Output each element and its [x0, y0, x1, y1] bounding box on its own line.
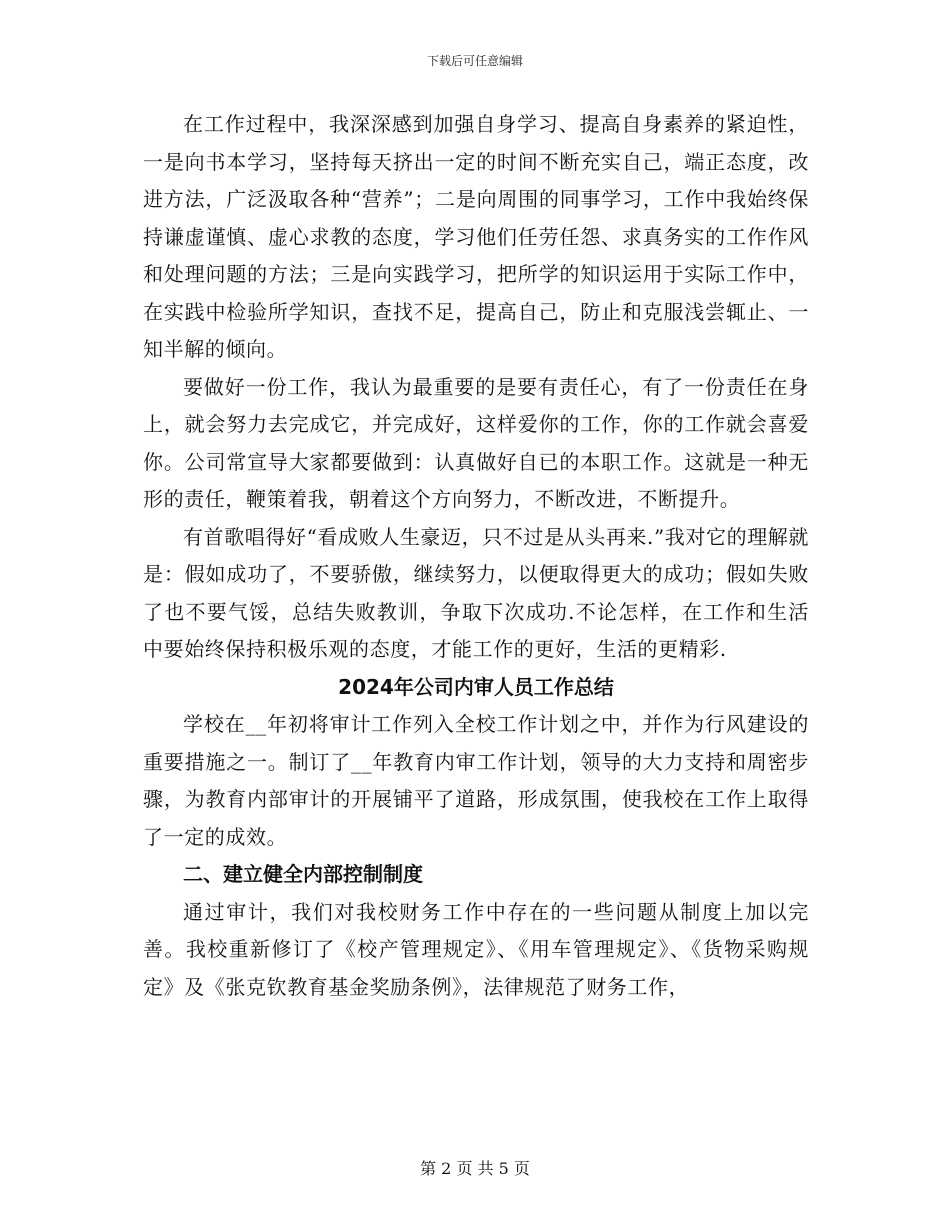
paragraph: 通过审计，我们对我校财务工作中存在的一些问题从制度上加以完善。我校重新修订了《校产管理规定》、《用车管理规定》、《货物采购规定》及《张克钦教育基金奖励条例》，法律规范了财务工作， — [143, 899, 809, 999]
document-title: 2024年公司内审人员工作总结 — [338, 674, 614, 699]
paragraph: 在工作过程中，我深深感到加强自身学习、提高自身素养的紧迫性，一是向书本学习，坚持每天挤出一定的时间不断充实自己，端正态度，改进方法，广泛汲取各种“营养”；二是向周围的同事学习，工作中我始终保持谦虚谨慎、虚心求教的态度，学习他们任劳任怨、求真务实的工作作风和处理问题的方法；三是向实践学习，把所学的知识运用于实际工作中，在实践中检验所学知识，查找不足，提高自己，防止和克服浅尝辄止、一知半解的倾向。 — [143, 112, 809, 361]
paragraph: 要做好一份工作，我认为最重要的是要有责任心，有了一份责任在身上，就会努力去完成它，并完成好，这样爱你的工作，你的工作就会喜爱你。公司常宣导大家都要做到：认真做好自已的本职工作。这就是一种无形的责任，鞭策着我，朝着这个方向努力，不断改进，不断提升。 — [143, 374, 809, 511]
document-body — [143, 106, 809, 1006]
paragraph: 有首歌唱得好“看成败人生豪迈，只不过是从头再来.”我对它的理解就是：假如成功了，不要骄傲，继续努力，以便取得更大的成功；假如失败了也不要气馁，总结失败教训，争取下次成功.不论怎样，在工作和生活中要始终保持积极乐观的态度，才能工作的更好，生活的更精彩. — [143, 524, 810, 661]
paragraph: 学校在__年初将审计工作列入全校工作计划之中，并作为行风建设的重要措施之一。制订了__年教育内审工作计划，领导的大力支持和周密步骤，为教育内部审计的开展铺平了道路，形成氛围，使我校在工作上取得了一定的成效。 — [143, 712, 809, 849]
page-header: 下载后可任意编辑 — [426, 54, 523, 68]
section-heading: 二、建立健全内部控制制度 — [183, 862, 423, 886]
page-footer: 第 2 页 共 5 页 — [420, 1159, 530, 1178]
